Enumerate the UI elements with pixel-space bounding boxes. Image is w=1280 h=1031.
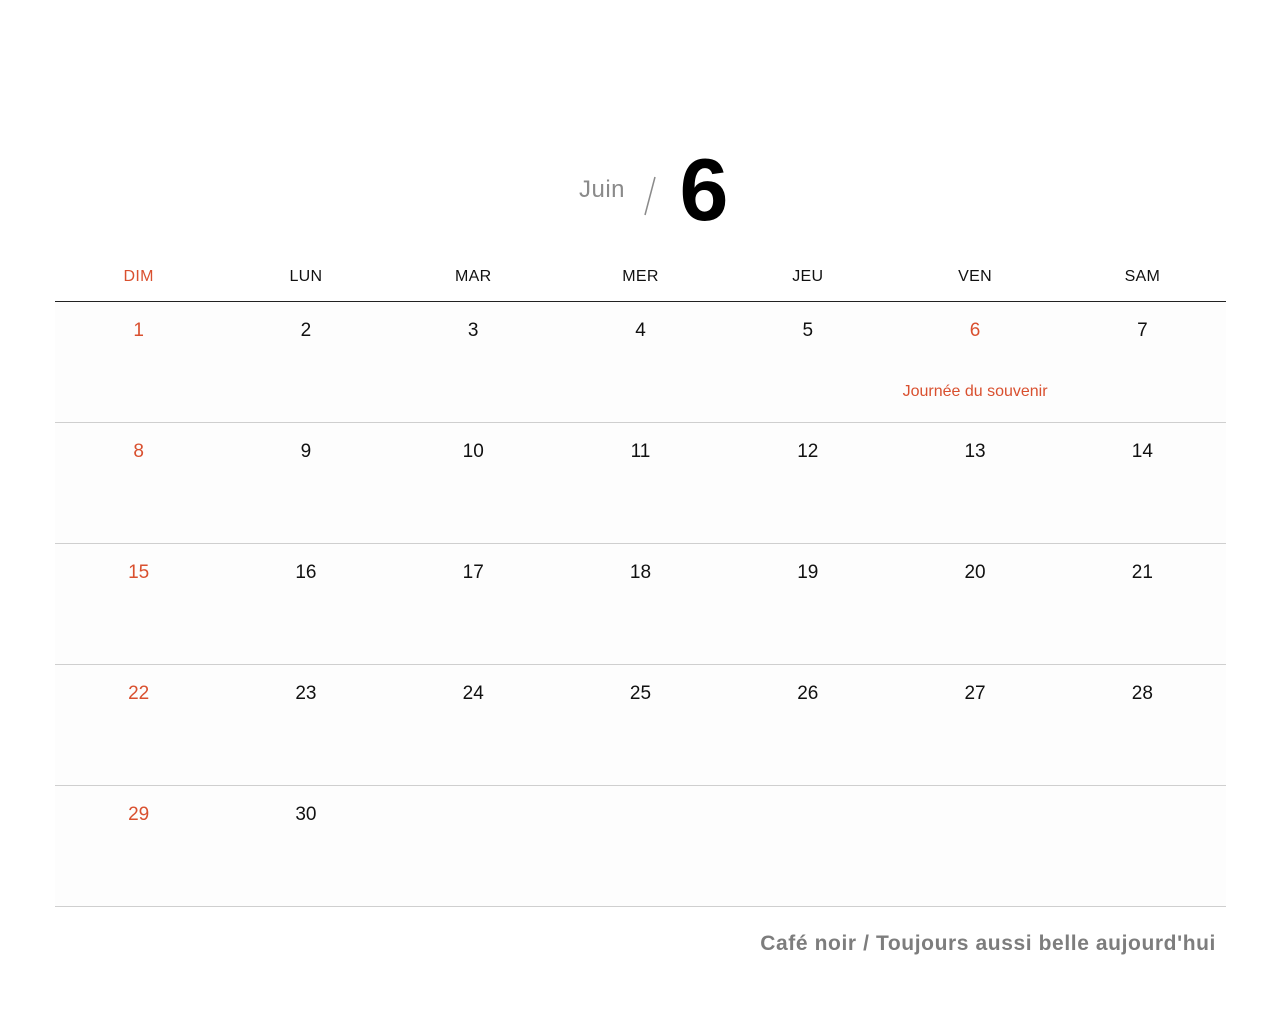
holiday-label: Journée du souvenir	[902, 383, 1048, 400]
day-number: 26	[797, 683, 819, 704]
empty-day-cell	[891, 786, 1058, 906]
day-cell[interactable]	[557, 302, 724, 422]
day-cell[interactable]	[55, 302, 222, 422]
day-number: 19	[797, 562, 819, 583]
empty-day-cell	[557, 786, 724, 906]
day-number: 8	[133, 441, 144, 462]
weekday-header-row	[55, 262, 1226, 302]
month-name: Juin	[578, 176, 626, 203]
day-number: 18	[629, 562, 652, 583]
calendar-header	[0, 140, 1280, 240]
day-cell[interactable]	[390, 423, 557, 543]
day-cell[interactable]	[222, 423, 389, 543]
day-cell[interactable]	[891, 544, 1058, 664]
day-cell[interactable]	[1059, 665, 1226, 785]
weekday-wednesday: MER	[622, 268, 659, 285]
week-row	[55, 302, 1226, 423]
day-number: 12	[797, 441, 819, 462]
day-number: 15	[128, 562, 150, 583]
day-cell[interactable]	[724, 302, 891, 422]
month-number: 6	[679, 140, 729, 239]
empty-day-cell	[390, 786, 557, 906]
day-number: 28	[1131, 683, 1153, 704]
day-number: 17	[462, 562, 484, 583]
week-row	[55, 544, 1226, 665]
day-number: 7	[1137, 320, 1148, 341]
week-row	[55, 423, 1226, 544]
day-cell[interactable]	[55, 544, 222, 664]
slash-divider	[644, 176, 656, 216]
day-number: 5	[802, 320, 814, 341]
day-cell[interactable]	[891, 302, 1058, 422]
day-number: 13	[964, 441, 986, 462]
day-number: 25	[629, 683, 652, 704]
week-row	[55, 665, 1226, 786]
day-cell[interactable]	[222, 302, 389, 422]
day-number: 16	[295, 562, 317, 583]
day-number: 9	[300, 441, 312, 462]
footer-caption: Café noir / Toujours aussi belle aujourd'hui	[760, 932, 1216, 955]
day-number: 6	[969, 320, 981, 341]
day-cell[interactable]	[222, 786, 389, 906]
day-cell[interactable]	[1059, 302, 1226, 422]
weekday-monday: LUN	[289, 268, 323, 285]
day-number: 3	[467, 320, 479, 341]
day-cell[interactable]	[557, 665, 724, 785]
day-cell[interactable]	[891, 423, 1058, 543]
day-number: 1	[133, 320, 144, 341]
day-cell[interactable]	[724, 423, 891, 543]
day-cell[interactable]	[557, 423, 724, 543]
weekday-friday: VEN	[958, 268, 992, 285]
day-cell[interactable]	[1059, 544, 1226, 664]
day-number: 27	[964, 683, 986, 704]
day-number: 20	[964, 562, 986, 583]
day-number: 30	[295, 804, 317, 825]
day-cell[interactable]	[557, 544, 724, 664]
weekday-tuesday: MAR	[454, 268, 492, 285]
week-row	[55, 786, 1226, 907]
calendar-grid	[55, 302, 1226, 907]
empty-day-cell	[1059, 786, 1226, 906]
day-number: 24	[462, 683, 484, 704]
day-cell[interactable]	[390, 665, 557, 785]
day-cell[interactable]	[55, 786, 222, 906]
day-number: 23	[295, 683, 317, 704]
empty-day-cell	[724, 786, 891, 906]
day-number: 10	[462, 441, 484, 462]
weekday-sunday: DIM	[123, 268, 154, 285]
day-cell[interactable]	[724, 665, 891, 785]
day-number: 11	[630, 441, 651, 462]
day-cell[interactable]	[390, 302, 557, 422]
day-number: 2	[300, 320, 312, 341]
day-cell[interactable]	[55, 423, 222, 543]
day-number: 29	[128, 804, 150, 825]
day-cell[interactable]	[724, 544, 891, 664]
day-number: 14	[1131, 441, 1153, 462]
weekday-thursday: JEU	[792, 268, 824, 285]
weekday-saturday: SAM	[1124, 268, 1161, 285]
day-number: 22	[128, 683, 150, 704]
day-cell[interactable]	[222, 665, 389, 785]
day-cell[interactable]	[222, 544, 389, 664]
day-cell[interactable]	[390, 544, 557, 664]
day-cell[interactable]	[1059, 423, 1226, 543]
day-number: 4	[635, 320, 646, 341]
day-cell[interactable]	[55, 665, 222, 785]
day-number: 21	[1131, 562, 1153, 583]
day-cell[interactable]	[891, 665, 1058, 785]
